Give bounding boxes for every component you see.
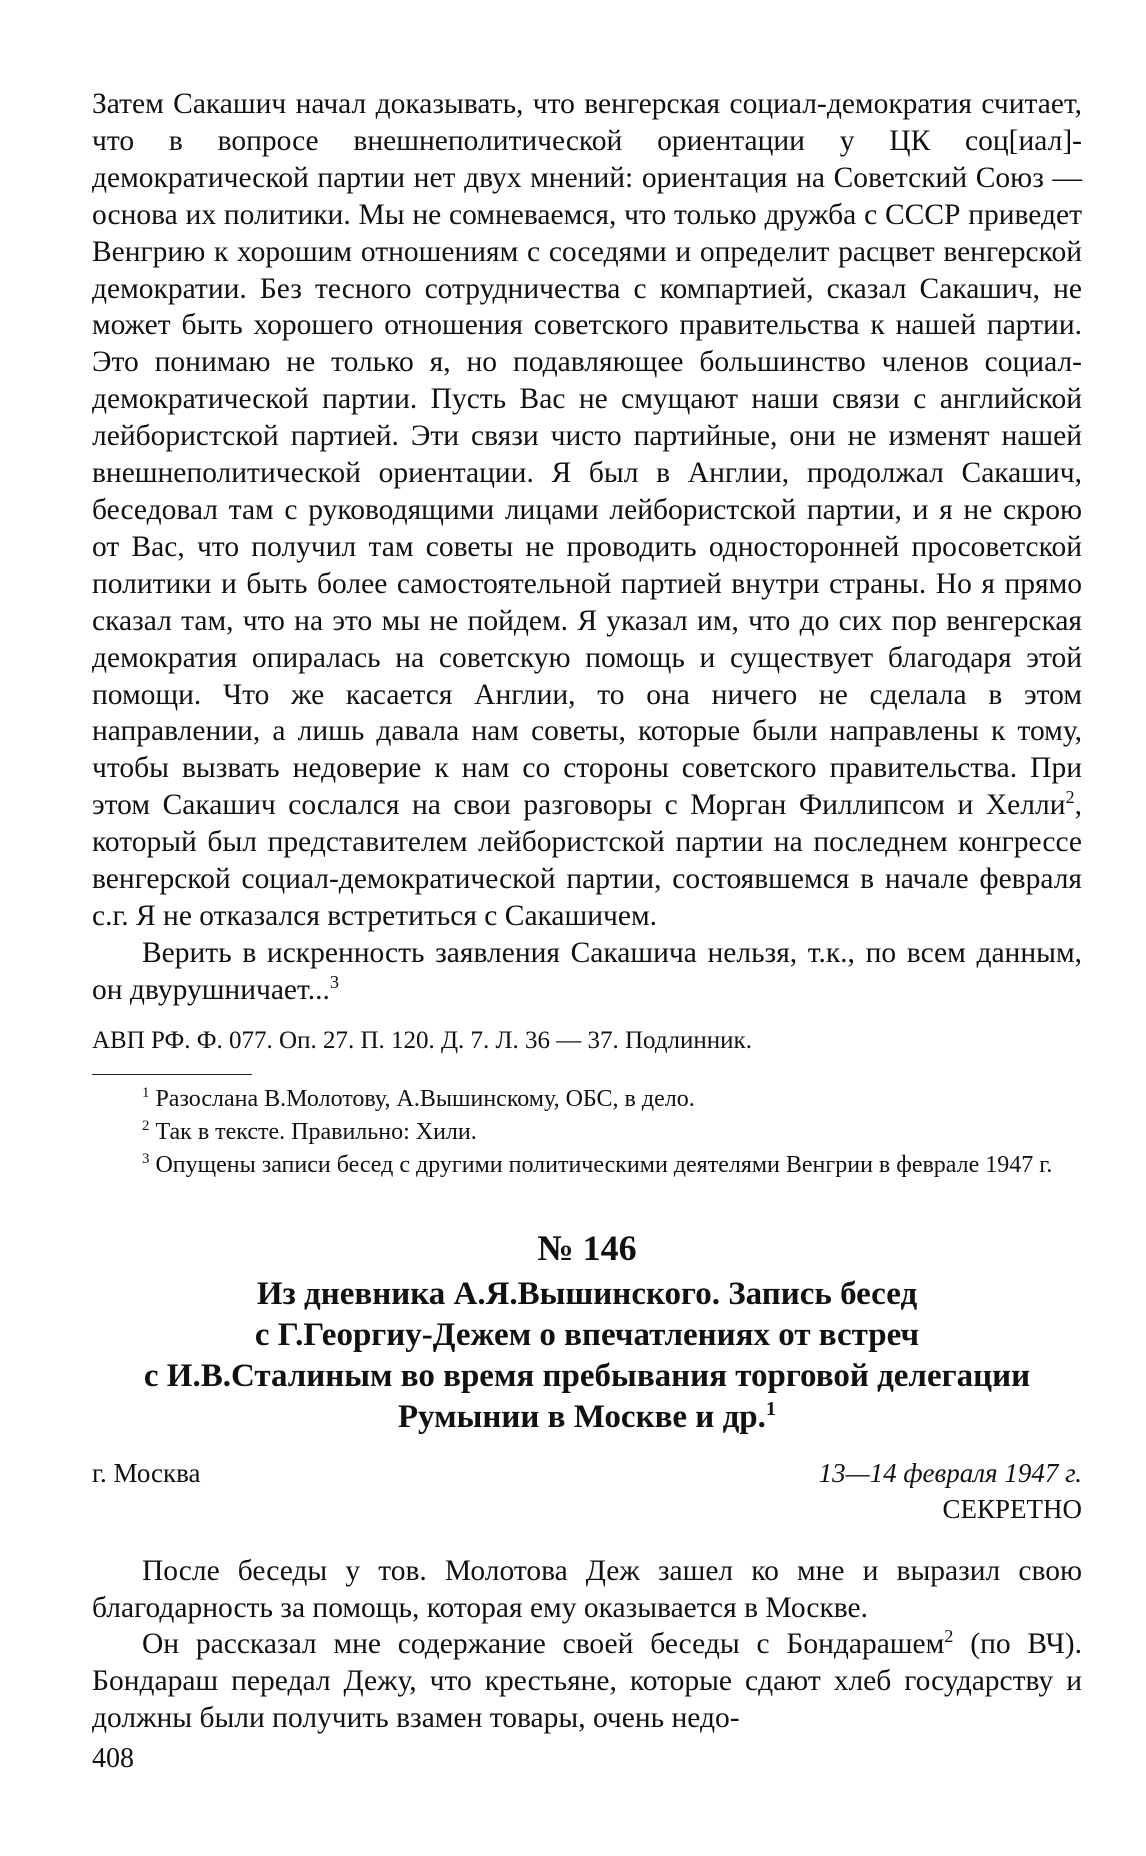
page-content [92, 86, 1082, 1737]
footnote-3 [92, 1149, 1082, 1182]
continuation-text-1-tail: , который был представителем лейбористской партии на последнем конгрессе венгерской социал-демократической партии, состоявшемся в начале февраля с.г. Я не отказался встретиться с Сакашичем. [92, 789, 1082, 932]
document-text-2: Он рассказал мне содержание своей беседы с Бондарашем [142, 1628, 945, 1661]
title-line-4-text: Румынии в Москве и др. [397, 1398, 766, 1435]
document-place: г. Москва [92, 1457, 201, 1488]
footnote-ref-2b[interactable]: 2 [944, 1626, 954, 1647]
footnote-text: Разослана В.Молотову, А.Вышинскому, ОБС, в дело. [149, 1085, 695, 1112]
footnote-2 [92, 1116, 1082, 1149]
title-line-4 [92, 1397, 1082, 1438]
document-title [92, 1274, 1082, 1438]
title-line-1: Из дневника А.Я.Вышинского. Запись бесед [256, 1275, 918, 1312]
continuation-paragraph-2 [92, 935, 1082, 1009]
title-line-2: с Г.Георгиу-Дежем о впечатлениях от встреч [254, 1316, 920, 1353]
continuation-text-2: Верить в искренность заявления Сакашича нельзя, т.к., по всем данным, он двурушничает... [92, 936, 1082, 1006]
footnote-mark: 1 [142, 1084, 150, 1101]
footnote-mark: 3 [142, 1150, 150, 1167]
archive-source: АВП РФ. Ф. 077. Оп. 27. П. 120. Д. 7. Л. 36 — 37. Подлинник. [92, 1026, 752, 1054]
continuation-paragraph-1 [92, 86, 1082, 935]
footnote-ref-2[interactable]: 2 [1065, 787, 1075, 808]
footnote-mark: 2 [142, 1117, 150, 1134]
footnote-divider [92, 1074, 252, 1075]
footnote-ref-1[interactable]: 1 [765, 1397, 777, 1420]
footnote-text: Так в тексте. Правильно: Хили. [149, 1118, 477, 1145]
document-paragraph-2 [92, 1626, 1082, 1737]
document-text-2-rest: (по ВЧ). Бондараш передал Дежу, что крестьяне, которые сдают хлеб государству и должны были получить взамен товары, очень недо- [92, 1628, 1082, 1735]
footnote-1 [92, 1083, 1082, 1116]
continuation-text-1: Затем Сакашич начал доказывать, что венгерская социал-демократия считает, что в вопросе внешнеполитической ориентации у ЦК соц[иал]-демократической партии нет двух мнений: ориентация на Советский Союз — основа их политики. Мы не сомневаемся, что только дружба с СССР приведет Венгрию к хорошим отношениям с соседями и определит расцвет венгерской демократии. Без тесного сотрудничества с компартией, сказал Сакашич, не может быть хорошего отношения советского правительства к нашей партии. Это понимаю не только я, но подавляющее большинство членов социал-демократической партии. Пусть Вас не смущают наши связи с английской лейбористской партией. Эти связи чисто партийные, они не изменят нашей внешнеполитической ориентации. Я был в Англии, продолжал Сакашич, беседовал там с руководящими лицами лейбористской партии, и я не скрою от Вас, что получил там советы не проводить односторонней просоветской политики и быть более самостоятельной партией внутри страны. Но я прямо сказал там, что на это мы не пойдем. Я указал им, что до сих пор венгерская демократия опиралась на советскую помощь и существует благодаря этой помощи. Что же касается Англии, то она ничего не сделала в этом направлении, а лишь давала нам советы, которые были направлены к тому, чтобы вызвать недоверие к нам со стороны советского правительства. При этом Сакашич сослался на свои разговоры с Морган Филлипсом и Хелли [92, 88, 1082, 822]
classification-stamp: СЕКРЕТНО [942, 1493, 1082, 1524]
document-paragraph-1: После беседы у тов. Молотова Деж зашел ко мне и выразил свою благодарность за помощь, которая ему оказывается в Москве. [92, 1554, 1082, 1624]
document-date: 13—14 февраля 1947 г. [818, 1457, 1082, 1488]
title-line-3: с И.В.Сталиным во время пребывания торговой делегации [143, 1357, 1031, 1394]
footnote-text: Опущены записи бесед с другими политическими деятелями Венгрии в феврале 1947 г. [149, 1151, 1053, 1178]
footnote-ref-3[interactable]: 3 [329, 971, 339, 992]
page-number: 408 [92, 1743, 134, 1774]
document-number: № 146 [537, 1227, 637, 1268]
place-date-row [92, 1456, 1082, 1491]
